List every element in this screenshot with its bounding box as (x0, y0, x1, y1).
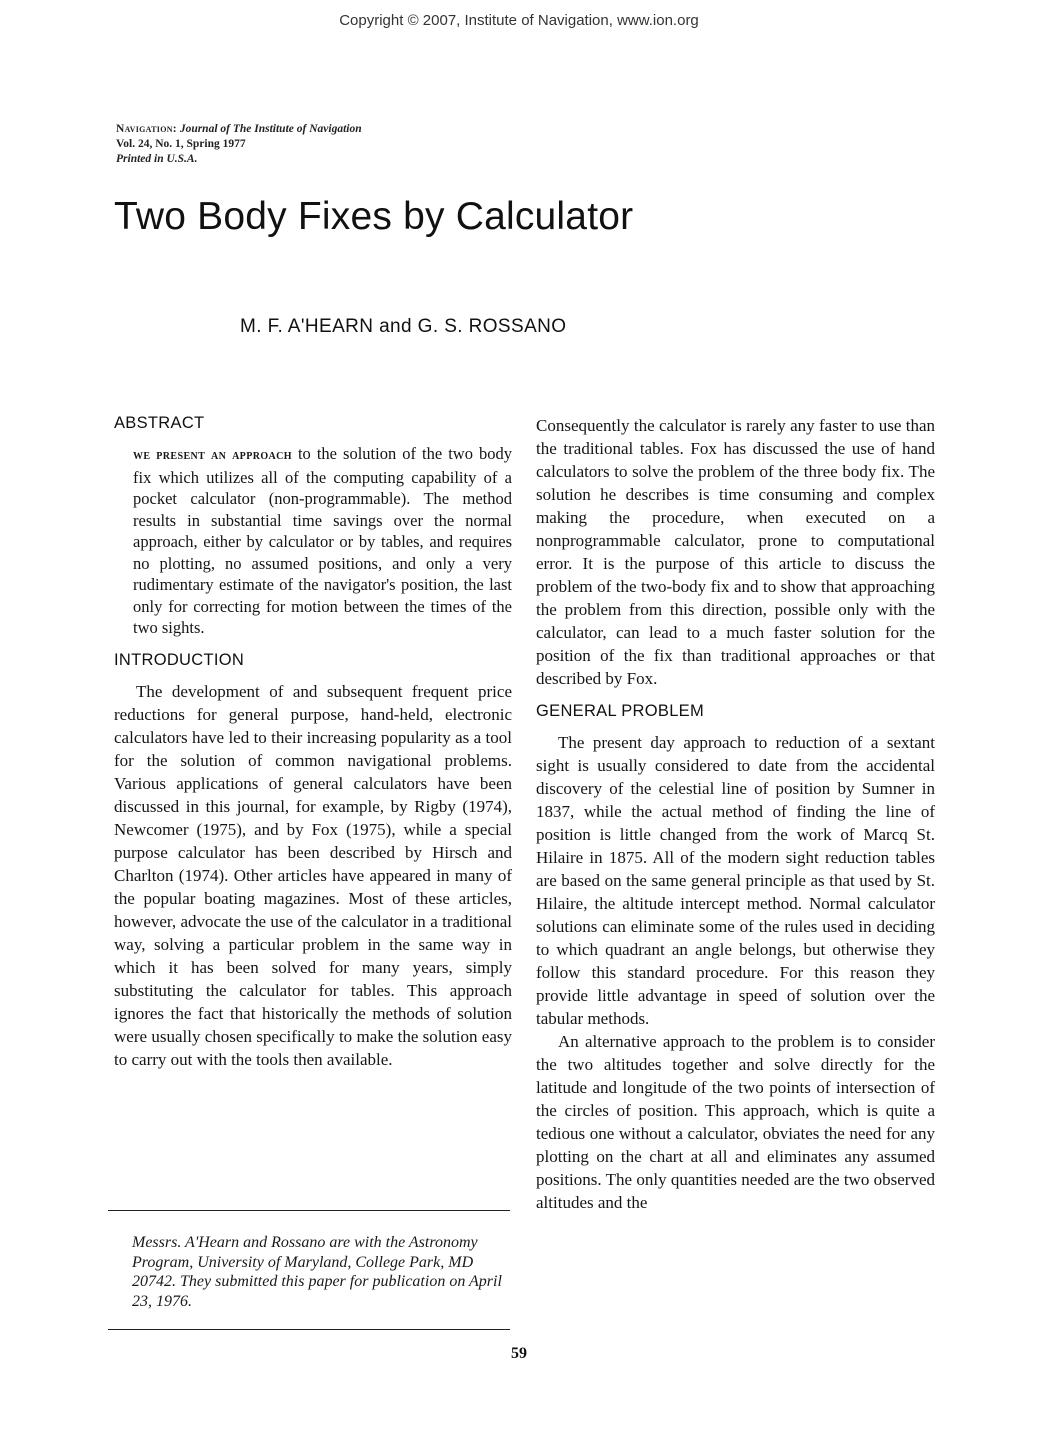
general-problem-paragraph-1: The present day approach to reduction of a sextant sight is usually considered to date from the accidental discovery of the celestial line of position by Sumner in 1837, while the actual method of finding the line of position is little changed from the work of Marcq St. Hilaire in 1875. All of the modern sight reduction tables are based on the same general principle as that used by St. Hilaire, the altitude intercept method. Normal calculator solutions can eliminate some of the rules used in deciding to which quadrant an angle belongs, but otherwise they follow this standard procedure. For this reason they provide little advantage in speed of solution over the tabular methods. (536, 733, 935, 1028)
journal-name-line (116, 122, 362, 137)
journal-volume: Vol. 24, No. 1, Spring 1977 (116, 138, 246, 150)
general-problem-heading: GENERAL PROBLEM (536, 702, 705, 720)
introduction-heading: INTRODUCTION (114, 650, 245, 669)
right-column (536, 414, 935, 1214)
article-authors: M. F. A'HEARN and G. S. ROSSANO (240, 316, 567, 337)
article-title: Two Body Fixes by Calculator (114, 195, 634, 238)
journal-subtitle: Journal of The Institute of Navigation (179, 123, 362, 135)
left-column (114, 412, 512, 1071)
page-number: 59 (511, 1345, 527, 1362)
copyright-notice: Copyright © 2007, Institute of Navigation, www.ion.org (339, 12, 699, 29)
abstract-text (114, 443, 512, 639)
abstract-body: to the solution of the two body fix which utilizes all of the computing capability of a pocket calculator (non-programmable). The method results in substantial time savings over the normal approach, either by calculator or by tables, and requires no plotting, no assumed positions, and only a very rudimentary estimate of the navigator's position, the last only for correcting for motion between the times of the two sights. (133, 444, 512, 637)
abstract-lead: we present an approach (133, 448, 292, 463)
journal-name: Navigation: (116, 123, 177, 135)
introduction-paragraph: The development of and subsequent frequent price reductions for general purpose, hand-held, electronic calculators have led to their increasing popularity as a tool for the solution of common navigational problems. Various applications of general calculators have been discussed in this journal, for example, by Rigby (1974), Newcomer (1975), and by Fox (1975), while a special purpose calculator has been described by Hirsch and Charlton (1974). Other articles have appeared in many of the popular boating magazines. Most of these articles, however, advocate the use of the calculator in a traditional way, solving a particular problem in the same way in which it has been solved for many years, simply substituting the calculator for tables. This approach ignores the fact that historically the methods of solution were usually chosen specifically to make the solution easy to carry out with the tools then available. (114, 681, 512, 1069)
journal-info (116, 122, 362, 167)
general-problem-paragraph-2: An alternative approach to the problem is to consider the two altitudes together and solve directly for the latitude and longitude of the two points of intersection of the circles of position. This approach, which is quite a tedious one without a calculator, obviates the need for any plotting on the chart at all and eliminates any assumed positions. The only quantities needed are the two observed altitudes and the (536, 1032, 935, 1212)
author-footnote: Messrs. A'Hearn and Rossano are with the Astronomy Program, University of Maryland, College Park, MD 20742. They submitted this paper for publication on April 23, 1976. (108, 1210, 510, 1330)
journal-printed: Printed in U.S.A. (116, 153, 198, 165)
abstract-heading: ABSTRACT (114, 414, 205, 432)
continuation-paragraph: Consequently the calculator is rarely any faster to use than the traditional tables. Fox has discussed the use of hand calculators to solve the problem of the three body fix. The solution he describes is time consuming and complex making the procedure, when executed on a nonprogrammable calculator, prone to computational error. It is the purpose of this article to discuss the problem of the two-body fix and to show that approaching the problem from this direction, possible only with the calculator, can lead to a much faster solution for the position of the fix than traditional approaches or that described by Fox. (536, 416, 935, 688)
